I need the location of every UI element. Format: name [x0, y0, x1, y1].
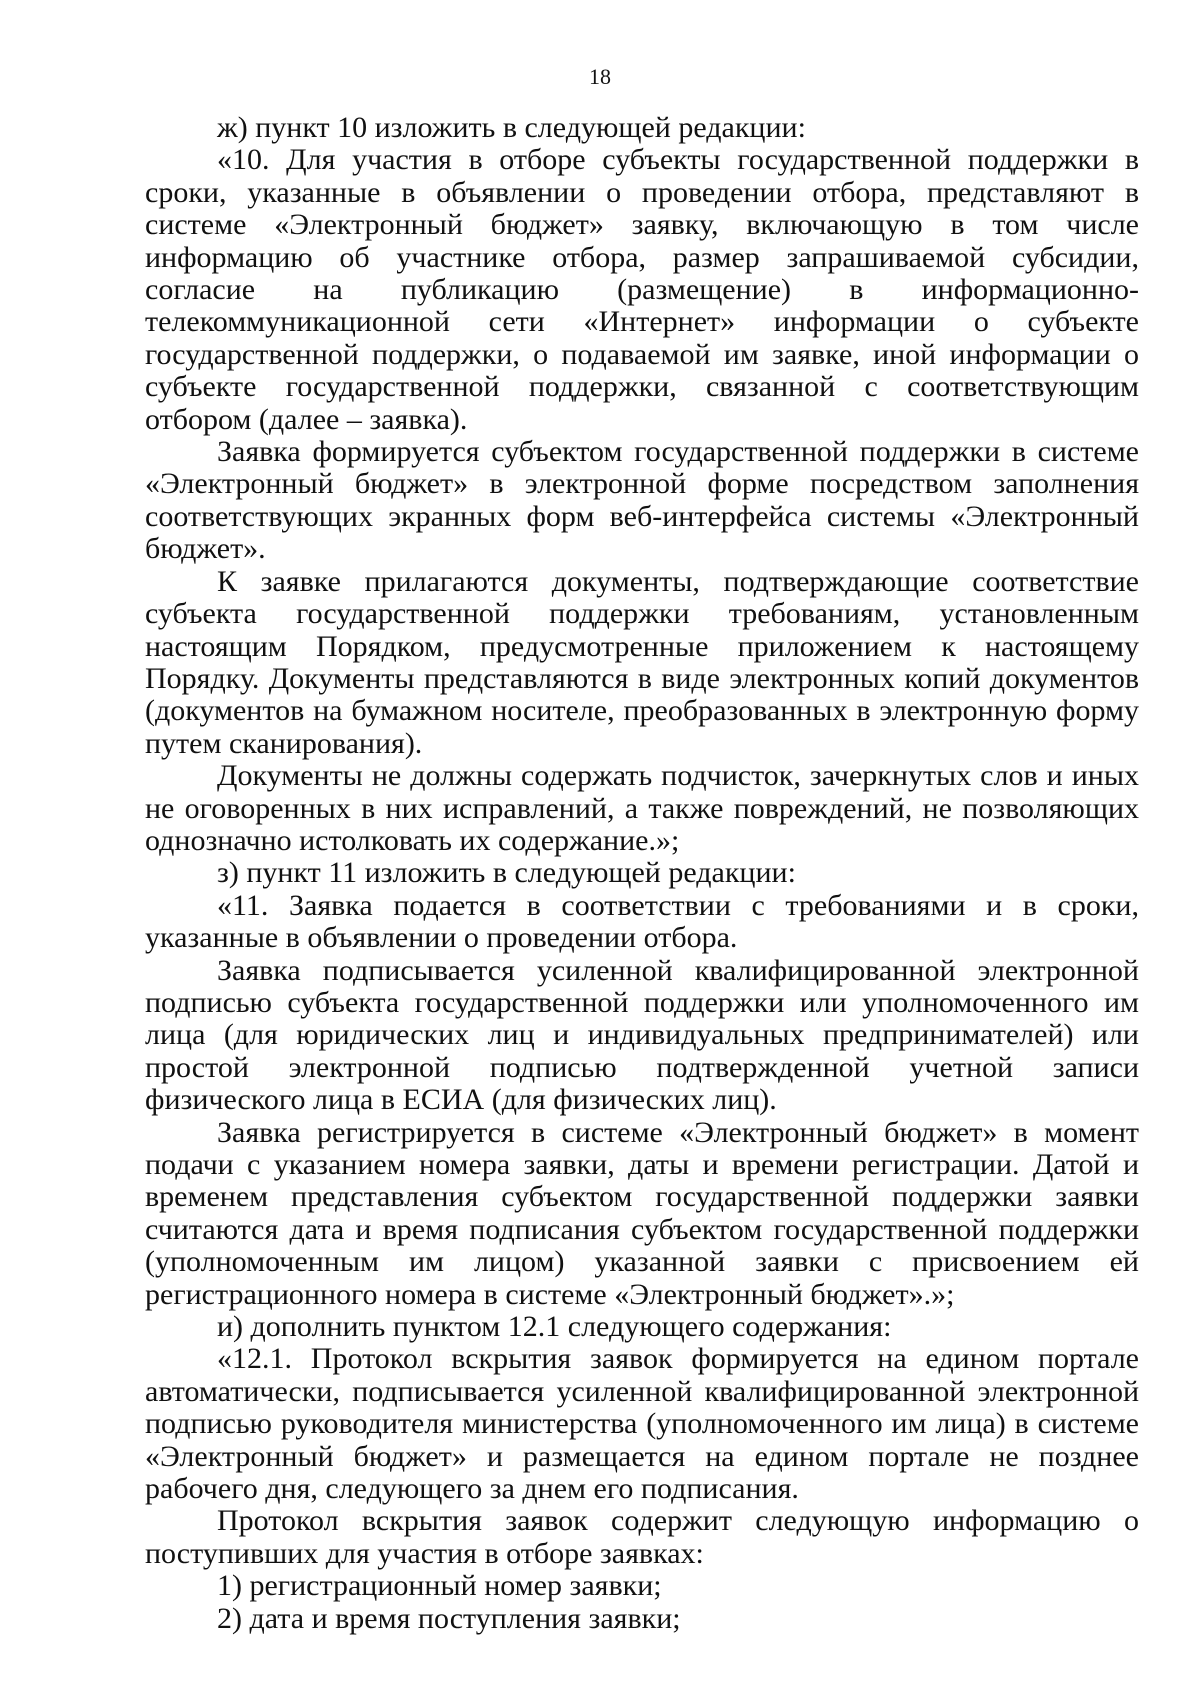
paragraph-application-forming: Заявка формируется субъектом государственной поддержки в системе «Электронный бюджет» в электронной форме посредством заполнения соответствующих экранных форм веб-интерфейса системы «Электронный бюджет».: [145, 435, 1139, 566]
paragraph-point-12-1: «12.1. Протокол вскрытия заявок формируется на едином портале автоматически, подписывается усиленной квалифицированной электронной подписью руководителя министерства (уполномоченного им лица) в системе «Электронный бюджет» и размещается на едином портале не позднее рабочего дня, следующего за днем его подписания.: [145, 1342, 1139, 1506]
document-body: [145, 112, 1139, 1635]
list-item-2: 2) дата и время поступления заявки;: [217, 1601, 681, 1635]
paragraph-attached-documents: К заявке прилагаются документы, подтверждающие соответствие субъекта государственной поддержки требованиям, установленным настоящим Порядком, предусмотренные приложением к настоящему Порядку. Документы представляются в виде электронных копий документов (документов на бумажном носителе, преобразованных в электронную форму путем сканирования).: [145, 564, 1139, 760]
paragraph-point-11: «11. Заявка подается в соответствии с требованиями и в сроки, указанные в объявлении о проведении отбора.: [145, 888, 1139, 955]
paragraph-application-registration: Заявка регистрируется в системе «Электронный бюджет» в момент подачи с указанием номера заявки, даты и времени регистрации. Датой и временем представления субъектом государственной поддержки заявки считаются дата и время подписания субъектом государственной поддержки (уполномоченным им лицом) указанной заявки с присвоением ей регистрационного номера в системе «Электронный бюджет».»;: [145, 1115, 1139, 1311]
paragraph-item-i: и) дополнить пунктом 12.1 следующего содержания:: [217, 1310, 892, 1344]
page-number: 18: [589, 64, 611, 89]
paragraph-application-signing: Заявка подписывается усиленной квалифицированной электронной подписью субъекта государственной поддержки или уполномоченного им лица (для юридических лиц и индивидуальных предпринимателей) или простой электронной подписью подтвержденной учетной записи физического лица в ЕСИА (для физических лиц).: [145, 953, 1139, 1117]
list-item-1: 1) регистрационный номер заявки;: [217, 1569, 662, 1603]
paragraph-item-z: з) пункт 11 изложить в следующей редакции:: [217, 856, 796, 890]
paragraph-document-requirements: Документы не должны содержать подчисток, зачеркнутых слов и иных не оговоренных в них исправлений, а также повреждений, не позволяющих однозначно истолковать их содержание.»;: [145, 759, 1139, 857]
paragraph-protocol-content: Протокол вскрытия заявок содержит следующую информацию о поступивших для участия в отборе заявках:: [145, 1504, 1139, 1570]
paragraph-point-10: «10. Для участия в отборе субъекты государственной поддержки в сроки, указанные в объявлении о проведении отбора, представляют в системе «Электронный бюджет» заявку, включающую в том числе информацию об участнике отбора, размер запрашиваемой субсидии, согласие на публикацию (размещение) в информационно-телекоммуникационной сети «Интернет» информации о субъекте государственной поддержки, о подаваемой им заявке, иной информации о субъекте государственной поддержки, связанной с соответствующим отбором (далее – заявка).: [145, 143, 1139, 436]
paragraph-item-zh: ж) пункт 10 изложить в следующей редакции:: [217, 111, 806, 144]
